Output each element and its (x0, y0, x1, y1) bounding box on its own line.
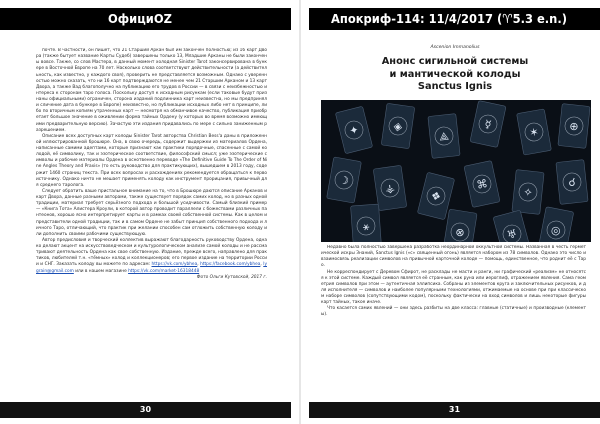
paragraph: Недавно была полностью завершена разработка неординарной оккультной системы. Названная в честь герметической искры Знаний, Sanctus Ignis («с» священный огонь) является набором из 78 символов. Однако это число и взаимосвязь реализации символов на привычной карточной колоде — помощь, единственное, что роднит её с Таро. (321, 245, 586, 269)
title-line: и мантической колоды (389, 68, 521, 80)
title-line: Анонс сигильной системы (381, 56, 529, 67)
page-gutter (299, 0, 301, 424)
title-line: Sanctus Ignis (417, 81, 493, 93)
paragraph: Описание всех доступных карт колоды Sinister Tarot авторства Christian Bess'a даны в приложенной иллюстрированной брошюре. Она, в свою очередь, содержит выдержки из материалов Ордена, написанные самими адептами, которые признают как практики порядочные, спасенные с самой колодой, её символику, так и эзотерическое соответствие, философский смысл; уже эзотерические символы и рабочие материалы Ордена в оснотвенно переводе «The Definitive Guide To The Order of Nine Angles Theory and Praxis» (то есть руководство для практикующих), вышедшем в 2013 году, содержит 1460 страниц текста. При всех вопросах и расхождениях рекомендуется обращаться к первоисточнику. Однако ничто не мешает применять колоду как инструмент прорицания, привычный для среднего таролога. (36, 133, 267, 188)
tarot-card (558, 104, 590, 149)
tarot-card (428, 114, 460, 159)
card-sigil-icon: ⚶ (384, 181, 396, 196)
page-number-right: 31 (448, 405, 461, 414)
tarot-card (381, 103, 415, 148)
card-sigil-icon: ⚹ (362, 219, 370, 234)
tarot-cards-photo (321, 100, 591, 242)
card-sigil-icon: ✶ (528, 125, 540, 140)
issue-title: Апокриф-114: 11/4/2017 (♈5.3 e.n.) (331, 11, 567, 26)
card-sigil-icon: ✦ (348, 123, 361, 138)
card-sigil-icon: ◈ (392, 119, 404, 134)
facebook-link[interactable]: https://facebook.com/ybhea (200, 262, 261, 268)
link-separator: , (260, 262, 264, 268)
tarot-card (512, 170, 544, 215)
photo-credit: Фото Ольги Кутовской, 2017 г. (196, 274, 267, 280)
article-title (330, 56, 580, 94)
article-author: Ascenion Immanolius (430, 45, 480, 50)
card-sigil-icon: ⊗ (454, 225, 466, 240)
page-number-left: 30 (139, 405, 152, 414)
left-article-body (36, 48, 267, 390)
paragraph: Следует обратить ваше пристальное внимание на то, что в Брошюре даются описание Арканов и карт Двора, данные разными авторами, также существует порядок самих колод, но в разных одной традиции, материал требует серьёзного подхода и большой усидчивости. Самый близкий пример — «Книга Тота» Алистера Кроули, в которой автор проводит параллели с божествами различных пантеонов, хорошо ясно интерпретирует карты и в рамках своей собственной системы. Как в целом и представители одной традиции, так и в самом Ордене не забыт принцип собственного подхода и личного Таро, отличающий, что практик при желании способен сам отложить собственную колоду или дополнить своими рабочими существующую. (36, 188, 267, 237)
paragraph: почте. В частности, он пишет, что 21 Старший Аркан был им закончен полностью; из 16 карт Двора (также бытует название Карты Судеб) завершены только 13, Младшие Арканы не были закончены вовсе. Также, со слов Мастера, в данный момент холодная Sinister Tarot законсервирована в бункере в Восточной Европе на 70 лет. Насколько слова соответствуют действительности (а действительность, как известно, у каждого своя), проверить не представляется возможным. Однако с уверенностью можно сказать, что ни 16 карт подтверждаются не менее чем 21 Старшим Арканом и 13 карт Двора, а также Вад благополучно на публикацию его трудов в России — в связи с неизбежностью интереса к сторонам таро голоса. Поскольку доступ к исходным рисункам (если таковые будут признаны официальными) ограничен, сторона изданий подлинника карт неизвестна, но мы предприняли сличение дата в бункере в Европе) неизвестно, но публикации исходных либо нет в принципе, либо по вторичным копиям утраченных карт — несмотря на обманчивое качество, публикация приобретает большое значение в оживлении форма тайных Ордену (у которых во время возможно имеющими предварительную версию). Зачастую эти издания придавались по мере с сильно заниженным разрешением. (36, 48, 267, 133)
card-sigil-icon: ☿ (483, 117, 493, 132)
card-sigil-icon: ⌘ (475, 176, 489, 192)
header-left (0, 8, 291, 30)
footer-right (309, 402, 600, 418)
link-separator: или в нашем магазине (73, 268, 129, 274)
card-sigil-icon: ☌ (567, 175, 577, 190)
paragraph (36, 238, 267, 275)
tarot-card (556, 160, 588, 205)
email-link[interactable]: lygrain@gmail.com (36, 262, 267, 274)
paragraph: Не корреспондирует с Деревом Сфирот, не расклады не масти и ранги, ни графический «реализм» не относятся к этой системе. Каждый символ является её странным, как руна или иероглиф, отражением явления. Сама геометрия символов при этом — аутентичная эллипсика. Собраны из элементов круга и заключительных рисунков, и для исполнителя — символов и наиболее популярными технологиями, отжимаемые на основе при при классическом наборе символов (сопутствующими кодом), поскольку фактически на вход символов и лишь некоторые фигуры карт тайных, такое иначе. (321, 269, 586, 306)
card-sigil-icon: ♅ (505, 226, 519, 242)
header-right (309, 8, 600, 30)
vk-link[interactable]: https://vk.com/ybhea (151, 262, 198, 268)
tarot-cards-illustration (321, 100, 591, 242)
paragraph-text: Автор предисловия и творческий коллектив выражают благодарность руководству Ордена, однако делают акцент на искусствоведческом и культурологическом анализе самой колоды и не рассматривают деятельность Ордена как свое собственную. Издание, прежде всего, направлено для практиков, любителей т.н. «тёмных» колод и коллекционеров; его первое издание на территории России и СНГ. Заказать колоду вы можете по адресам: (36, 237, 267, 268)
magazine-section-title: ОфициОZ (108, 11, 172, 26)
card-sigil-icon: ☽ (337, 173, 350, 188)
card-sigil-icon: ❖ (429, 188, 443, 204)
paragraph: Что касается самих явлений — они здесь разбиты на две класса: главные (статичные) и производные (клементы). (321, 306, 586, 318)
tarot-card (373, 165, 407, 210)
right-article-body (321, 245, 586, 395)
shop-link[interactable]: https://vk.com/market-16318448 (128, 268, 200, 274)
footer-left (0, 402, 291, 418)
card-sigil-icon: ⊕ (568, 119, 580, 134)
tarot-card (351, 204, 382, 242)
card-sigil-icon: ◎ (549, 223, 562, 238)
card-sigil-icon: ✧ (522, 185, 534, 200)
link-separator: , (197, 262, 201, 268)
card-sigil-icon: ⟁ (438, 129, 450, 144)
